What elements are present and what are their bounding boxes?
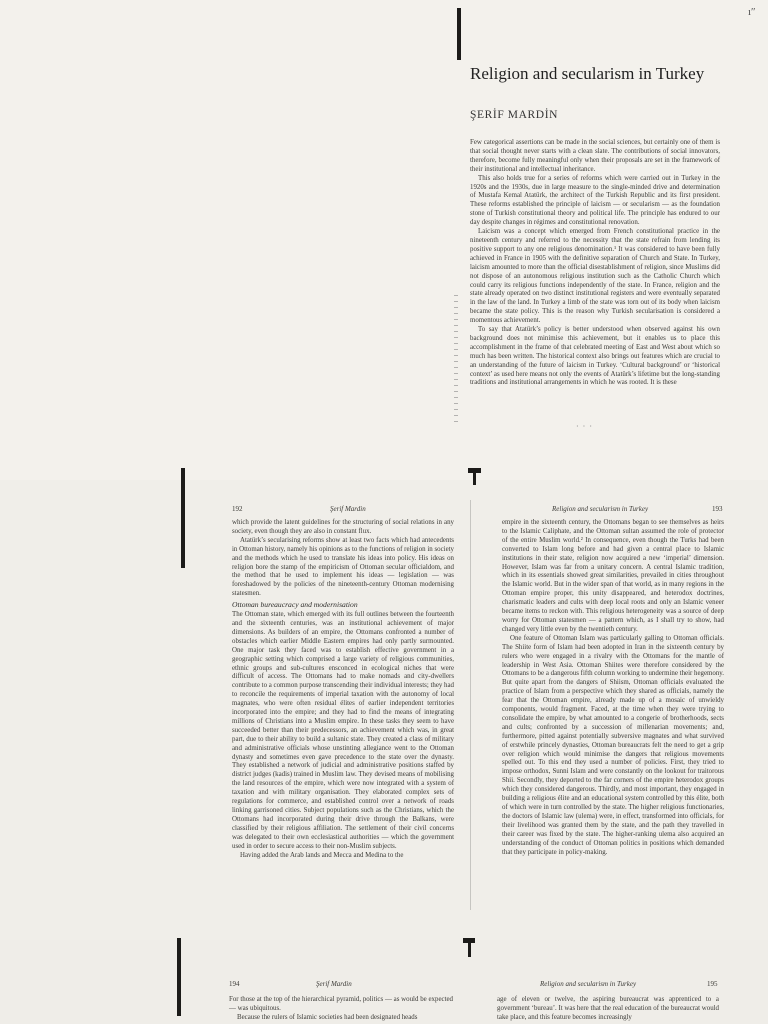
running-header-text: Religion and secularism in Turkey xyxy=(552,505,649,513)
corner-mark: ıʺ xyxy=(748,6,756,18)
paragraph: One feature of Ottoman Islam was particularly galling to Ottoman officials. The Shiite form of Islam had been adopted in Iran in the sixteenth century by rulers who were engaged in a rivalry with the Ottomans for the mantle of leadership in West Asia. Ottoman Shiites were therefore considered by the Ottomans to be a dangerous fifth column working to undermine their hegemony. But quite apart from the dangers of Shiism, Ottoman officials evaluated the practice of Islam from a perspective which they shared as officials, namely the fear that the Ottoman empire, already made up of a mosaic of unwieldy components, would fragment. Faced, at the time when they were trying to consolidate the empire, by what amounted to a congerie of brotherhoods, sects and cults; confronted by a succession of millenarian movements; and, furthermore, pitted against potentially subversive magnates and what survived of erstwhile princely dynasties, Ottoman bureaucrats felt the need to get a grip over religion which would minimise the dangers that religious movements spelled out. To this end they used a number of policies. First, they tried to impose orthodox, Sunni Islam and were constantly on the lookout for traitorous Shii. Secondly, they deported to the far corners of the empire heterodox groups which they considered dangerous. Thirdly, and most important, they engaged in building a religious élite and an educational system controlled by this élite, both of which were in turn controlled by the state. The higher religious functionaries, the doctors of Islamic law (ulema) were, in effect, transformed into officials, for their livelihood was granted them by the state, and the path they travelled in their career was fixed by the state. The higher-ranking ulema also acquired an understanding of the conduct of Ottoman politics in positions which demanded that they participate in policy-making. xyxy=(502,634,724,856)
binding-mark-center-bottom-stem xyxy=(468,943,471,957)
paragraph: Because the rulers of Islamic societies had been designated heads xyxy=(237,1013,418,1021)
paragraph: age of eleven or twelve, the aspiring bureaucrat was apprenticed to a government ‘bureau’. It was here that the real education of the bureaucrat would take place, and this feature becomes increasingly xyxy=(497,996,719,1021)
binding-bar-left-bottom xyxy=(177,938,181,1016)
running-header xyxy=(552,505,648,513)
page-number: 192 xyxy=(232,505,243,513)
gutter-line-middle xyxy=(470,500,471,910)
running-header-text: Şerif Mardin xyxy=(316,980,352,988)
binding-bar-top xyxy=(457,8,461,60)
paragraph: Atatürk’s secularising reforms show at least two facts which had antecedents in Ottoman history, namely his opinions as to the functions of religion in society and the methods which he used to translate his ideas into policy. His ideas on religion bore the stamp of the empiricism of Ottoman secular officialdom, and the method that he used to implement his ideas — legislation — was foreshadowed by the policies of the nineteenth-century Ottoman modernising statesmen. xyxy=(232,536,454,598)
page-195-body xyxy=(497,996,719,1023)
paragraph: empire in the sixteenth century, the Ottomans began to see themselves as heirs to the Islamic Caliphate, and the Ottoman sultan assumed the role of protector of the entire Muslim world.² In consequence, even though the Turks had been converted to Islam long before and had given a central place to Islamic institutions in their state, religion now acquired a new ‘imperial’ dimension. However, Islam was far from a unitary concern. A central Islamic tradition, which in its essentials showed great similarities, prevailed in cities throughout the Islamic world. But in the wider span of that world, as in many regions in the Ottoman empire proper, this unity disappeared, and heterodox doctrines, charismatic leaders and cults with deep local roots and only an Islamic veneer became items to reckon with. This religious heterogeneity was a source of deep worry for Ottoman statesmen — a pattern which, as I shall try to show, had changed very little even by the twentieth century. xyxy=(502,519,724,633)
paragraph: This also holds true for a series of reforms which were carried out in Turkey in the 1920s and the 1930s, due in large measure to the single-minded drive and determination of Mustafa Kemal Atatürk, the architect of the Turkish Republic and its first president. These reforms established the principle of laicism — or secularism — as the foundation stone of Turkish constitutional theory and political life. The principle has endured to our day despite changes in régimes and constitutional renovation. xyxy=(470,174,720,227)
paragraph: The Ottoman state, which emerged with its full outlines between the fourteenth and the sixteenth centuries, was an institutional achievement of major dimensions. As builders of an empire, the Ottomans confronted a number of obstacles which earlier Middle Eastern empires had only partly surmounted. One major task they faced was to establish effective government in a geographic setting which comprised a large variety of religious communities, ethnic groups and sub-cultures ensconced in ecological niches that were difficult of access. The Ottomans had to make nomads and city-dwellers contribute to a common purpose transcending their individual interests; they had to reconcile the requirements of imperial taxation with the autonomy of local magnates, who were often residual élites of earlier independent territories incorporated into the empire; and they had to find the means of integrating millions of Christians into a Muslim empire. In these tasks they seem to have succeeded better than their predecessors, an achievement which was, in great part, due to their ability to build a sultanic state. They created a class of military and administrative officials whose unstinting allegiance went to the Ottoman dynasty and sometimes even gave precedence to the state over the dynasty. They established a network of judicial and administrative positions staffed by district judges (kadis) trained in Muslim law. They devised means of mobilising the land resources of the empire, which were now integrated with a system of taxation and with military organisation. They elaborated complex sets of regulations for commerce, and established control over a network of roads linking garrisoned cities. Subject populations such as the Christians, which the Ottomans had incorporated during their drive through the Balkans, were classified by their religious affiliation. The settlement of their civil concerns was delegated to their own ecclesiastical authorities — which the government used in order to secure access to their non-Muslim subjects. xyxy=(232,611,454,850)
running-header-text: Şerif Mardin xyxy=(330,505,366,513)
running-header-text: Religion and secularism in Turkey xyxy=(540,980,637,988)
article-title: Religion and secularism in Turkey xyxy=(470,64,705,83)
running-header xyxy=(330,505,366,513)
paragraph: Few categorical assertions can be made in the social sciences, but certainly one of them is that social thought never starts with a clean slate. The contributions of social innovators, therefore, become fully meaningful only when their proposals are set in the framework of their institutional and intellectual inheritance. xyxy=(470,139,720,173)
article-body xyxy=(470,139,720,388)
page-194-body xyxy=(229,996,453,1023)
page-192-body xyxy=(232,519,454,860)
section-heading: Ottoman bureaucracy and modernisation xyxy=(232,600,358,610)
binding-bar-left-middle xyxy=(181,468,185,568)
paragraph: Laicism was a concept which emerged from French constitutional practice in the nineteenth century and referred to the necessity that the state refrain from lending its positive support to any one religious denomination.¹ It was considered to have been fully achieved in France in 1905 with the definitive separation of Church and State. In Turkey, laicism amounted to more than the official disestablishment of religion, since Muslims did not dispose of an autonomous religious institution such as the Catholic Church which could carry its religious functions independently of the state. In France, religion and the state already operated on two distinct institutional registers and were eventually separated in the law of the land. In Turkey a limb of the state was torn out of its body when laicism became the state policy. This is the reason why Turkish secularisation is considered a momentous achievement. xyxy=(470,228,720,325)
page-number: 195 xyxy=(707,980,718,988)
page-number: 193 xyxy=(712,505,723,513)
article-author: ŞERİF MARDİN xyxy=(470,109,559,121)
paragraph: To say that Atatürk’s policy is better understood when observed against his own background does not minimise this achievement, but it enables us to place this accomplishment in the frame of that celebrated meeting of East and West about which so much has been written. The historical context also brings out features which are crucial to an understanding of the future of laicism in Turkey. ‘Cultural background’ or ‘historical context’ as used here means not only the events of Atatürk’s lifetime but the long-standing traditions and institutional arrangements in which he was rooted. It is these xyxy=(470,326,720,387)
running-header xyxy=(316,980,352,988)
page-continuation-dots: · · · xyxy=(576,422,593,431)
binding-mark-center-middle-stem xyxy=(473,473,476,485)
paragraph: For those at the top of the hierarchical pyramid, politics — as would be expected — was ubiquitous. xyxy=(229,996,453,1012)
paragraph: Having added the Arab lands and Mecca and Medina to the xyxy=(240,851,404,859)
page-193-body xyxy=(502,519,724,857)
running-header xyxy=(540,980,636,988)
paragraph: which provide the latent guidelines for the structuring of social relations in any society, even though they are also in constant flux. xyxy=(232,519,454,535)
page-number: 194 xyxy=(229,980,240,988)
scan-speckle xyxy=(454,295,458,425)
